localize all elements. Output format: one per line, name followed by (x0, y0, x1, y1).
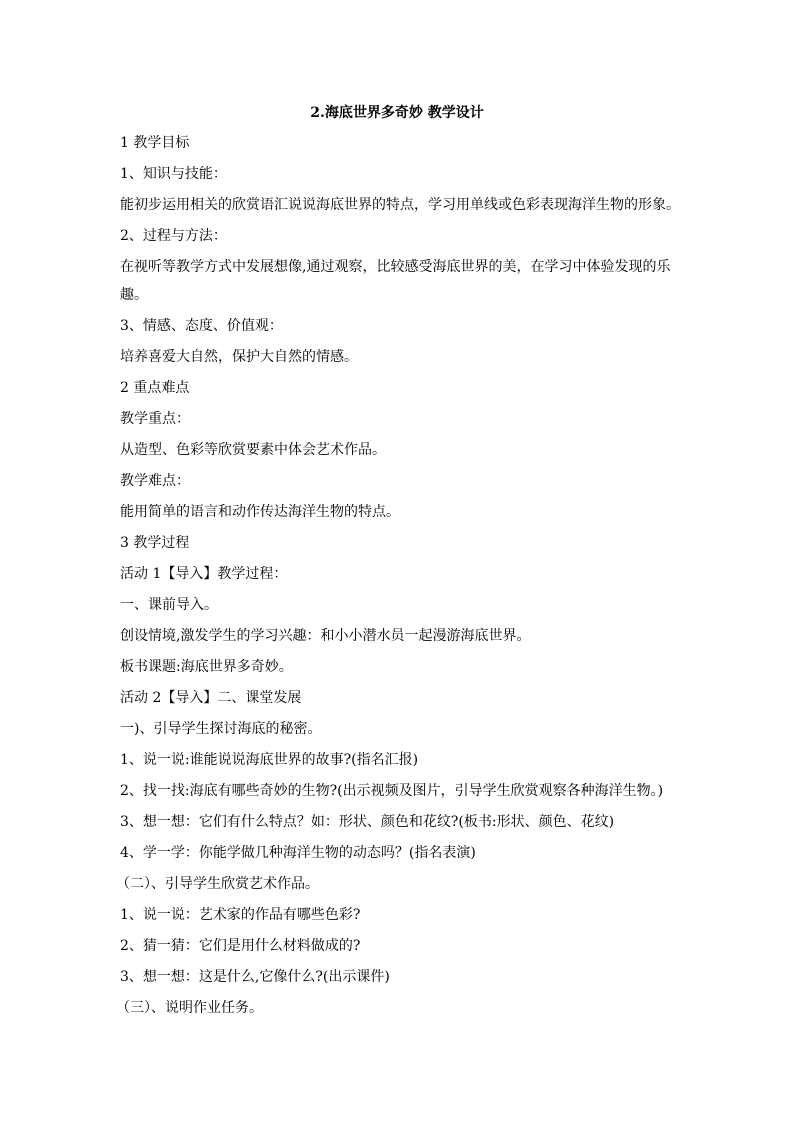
list-item: 3、想一想：这是什么,它像什么?(出示课件) (120, 969, 390, 985)
subheading-teaching-difficulty: 教学难点： (120, 473, 190, 489)
subheading-emotion-values: 3、情感、态度、价值观： (120, 318, 283, 334)
list-item: 3、想一想：它们有什么特点？如：形状、颜色和花纹?(板书:形状、颜色、花纹) (120, 814, 615, 830)
list-item: 一、课前导入。 (120, 597, 218, 613)
list-item: 4、学一学：你能学做几种海洋生物的动态吗？(指名表演) (120, 845, 476, 861)
list-item: （二）、引导学生欣赏艺术作品。 (116, 876, 319, 892)
section-heading-process: 3 教学过程 (120, 535, 190, 551)
paragraph: 从造型、色彩等欣赏要素中体会艺术作品。 (120, 442, 386, 458)
section-heading-key-points: 2 重点难点 (120, 380, 190, 396)
list-item: 1、说一说:谁能说说海底世界的故事?(指名汇报) (120, 752, 419, 768)
paragraph: 创设情境,激发学生的学习兴趣：和小小潜水员一起漫游海底世界。 (120, 628, 531, 644)
paragraph: 能用简单的语言和动作传达海洋生物的特点。 (120, 504, 400, 520)
document-title: 2.海底世界多奇妙 教学设计 (310, 105, 484, 121)
activity-heading: 活动 2【导入】二、课堂发展 (120, 690, 302, 706)
list-item: 1、说一说：艺术家的作品有哪些色彩? (120, 907, 361, 923)
subheading-process-method: 2、过程与方法： (120, 228, 227, 244)
list-item: 一)、引导学生探讨海底的秘密。 (120, 721, 322, 737)
activity-heading: 活动 1【导入】教学过程： (120, 566, 288, 582)
list-item: 2、找一找:海底有哪些奇妙的生物?(出示视频及图片，引导学生欣赏观察各种海洋生物。) (120, 783, 664, 799)
document-body (116, 133, 680, 1029)
paragraph-continuation: 趣。 (120, 287, 148, 303)
paragraph: 在视听等教学方式中发展想像,通过观察，比较感受海底世界的美，在学习中体验发现的乐 (120, 259, 671, 275)
subheading-teaching-focus: 教学重点： (120, 411, 190, 427)
list-item: 2、猜一猜：它们是用什么材料做成的? (120, 938, 361, 954)
paragraph: 板书课题:海底世界多奇妙。 (120, 659, 293, 675)
list-item: （三）、说明作业任务。 (116, 1000, 263, 1016)
subheading-knowledge-skills: 1、知识与技能： (120, 166, 227, 182)
section-heading-objectives: 1 教学目标 (120, 135, 190, 151)
paragraph: 能初步运用相关的欣赏语汇说说海底世界的特点，学习用单线或色彩表现海洋生物的形象。 (120, 197, 680, 213)
paragraph: 培养喜爱大自然，保护大自然的情感。 (120, 349, 358, 365)
